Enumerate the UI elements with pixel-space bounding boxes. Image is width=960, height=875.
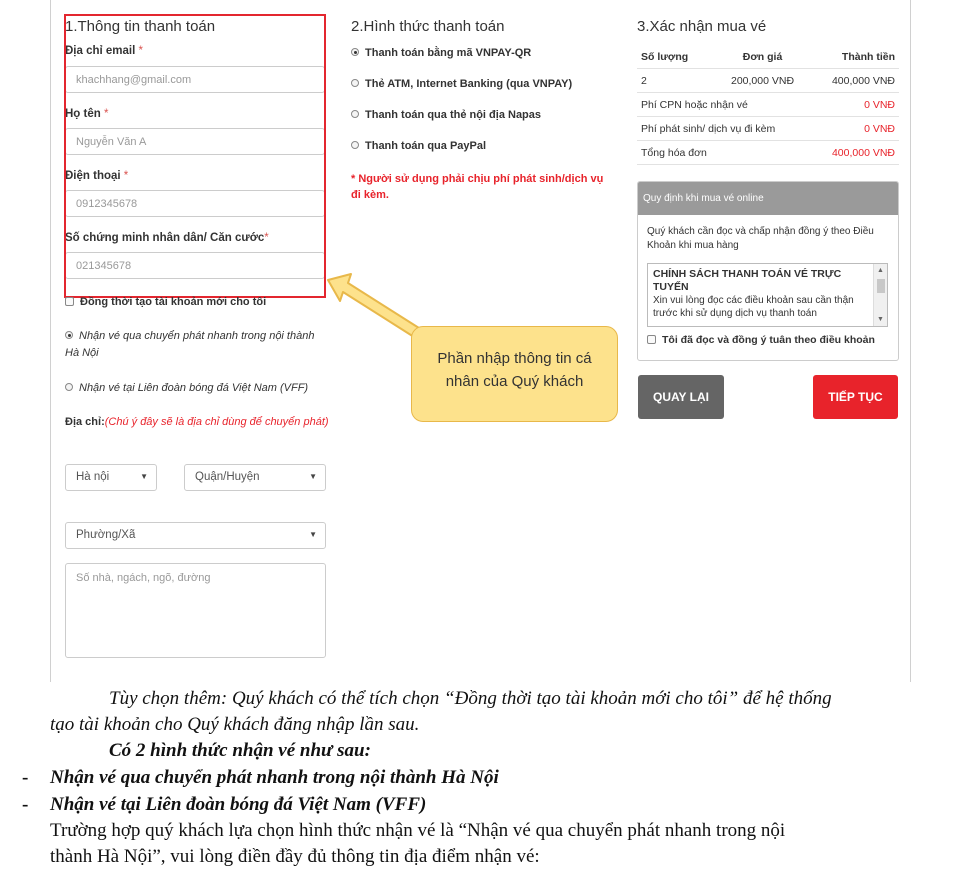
billing-title: 1.Thông tin thanh toán [65, 18, 216, 35]
table-row [637, 141, 899, 165]
policy-text: Xin vui lòng đọc các điều khoản sau cần thận trước khi sử dụng dịch vụ thanh toán [653, 295, 854, 319]
fee-service-value: 0 VNĐ [812, 117, 899, 141]
doc-paragraph-1-line-1: Tùy chọn thêm: Quý khách có thể tích chọn “Đồng thời tạo tài khoản mới cho tôi” để hệ thống [109, 688, 832, 709]
table-row [637, 69, 899, 93]
payment-option-atm[interactable]: Thẻ ATM, Internet Banking (qua VNPAY) [351, 78, 572, 90]
doc-paragraph-2-line-2: thành Hà Nội”, vui lòng điền đầy đủ thông tin địa điểm nhận vé: [50, 846, 540, 867]
policy-title: CHÍNH SÁCH THANH TOÁN VÉ TRỰC TUYẾN [653, 268, 842, 293]
scroll-down-icon[interactable]: ▼ [877, 316, 884, 323]
phone-label: Điện thoại * [65, 170, 129, 182]
policy-scrollbar[interactable] [873, 264, 887, 326]
table-row [637, 93, 899, 117]
create-account-checkbox[interactable]: Đồng thời tạo tài khoản mới cho tôi [65, 296, 266, 308]
dropdown-caret-icon: ▼ [140, 472, 148, 481]
total-label: Tổng hóa đơn [637, 141, 812, 165]
fee-cpn-value: 0 VNĐ [812, 93, 899, 117]
radio-icon [351, 110, 359, 118]
table-header-row [637, 45, 899, 69]
rules-intro: Quý khách cần đọc và chấp nhận đồng ý theo Điều Khoản khi mua hàng [647, 226, 874, 251]
rules-header: Quy định khi mua vé online [638, 182, 898, 215]
payment-title: 2.Hình thức thanh toán [351, 18, 505, 35]
scroll-thumb[interactable] [877, 279, 885, 293]
continue-button[interactable]: TIẾP TỤC [813, 375, 898, 419]
name-field[interactable]: Nguyễn Văn A [65, 128, 325, 155]
total-value: 400,000 VNĐ [812, 141, 899, 165]
form-screenshot [50, 0, 911, 682]
payment-option-paypal[interactable]: Thanh toán qua PayPal [351, 140, 486, 152]
doc-paragraph-2-line-1: Trường hợp quý khách lựa chọn hình thức nhận vé là “Nhận vé qua chuyển phát nhanh trong nội [50, 820, 786, 841]
header-quantity: Số lượng [637, 45, 713, 69]
doc-bullet-1: Nhận vé qua chuyển phát nhanh trong nội thành Hà Nội [50, 767, 499, 788]
header-amount: Thành tiền [812, 45, 899, 69]
doc-heading: Có 2 hình thức nhận vé như sau: [109, 740, 371, 761]
payment-note: * Người sử dụng phải chịu phí phát sinh/dịch vụ đi kèm. [351, 173, 604, 201]
email-label: Địa chỉ email * [65, 45, 143, 57]
id-label: Số chứng minh nhân dân/ Căn cước* [65, 232, 269, 244]
doc-paragraph-1-line-2: tạo tài khoản cho Quý khách đăng nhập lần sau. [50, 714, 420, 735]
scroll-up-icon[interactable]: ▲ [877, 267, 884, 274]
delivery-option-vff[interactable]: Nhận vé tại Liên đoàn bóng đá Việt Nam (VFF) [65, 380, 335, 397]
radio-icon [65, 383, 73, 391]
payment-option-vnpay-qr[interactable]: Thanh toán bằng mã VNPAY-QR [351, 47, 531, 59]
email-field[interactable]: khachhang@gmail.com [65, 66, 325, 93]
radio-icon [351, 141, 359, 149]
highlight-box [64, 14, 326, 298]
table-row [637, 117, 899, 141]
header-unit-price: Đơn giá [713, 45, 811, 69]
quantity-value: 2 [637, 69, 713, 93]
fee-cpn-label: Phí CPN hoặc nhận vé [637, 93, 812, 117]
dropdown-caret-icon: ▼ [309, 472, 317, 481]
payment-option-napas[interactable]: Thanh toán qua thẻ nội địa Napas [351, 109, 541, 121]
ward-select[interactable]: Phường/Xã ▼ [65, 522, 326, 549]
doc-bullet-2: Nhận vé tại Liên đoàn bóng đá Việt Nam (VFF) [50, 794, 427, 815]
name-label: Họ tên * [65, 108, 109, 120]
radio-selected-icon [65, 331, 73, 339]
rules-panel [637, 181, 899, 361]
bullet-dash: - [22, 794, 29, 815]
delivery-option-express[interactable]: Nhận vé qua chuyển phát nhanh trong nội thành Hà Nội [65, 330, 315, 359]
radio-icon [351, 79, 359, 87]
confirm-title: 3.Xác nhận mua vé [637, 18, 767, 35]
radio-selected-icon [351, 48, 359, 56]
fee-service-label: Phí phát sinh/ dịch vụ đi kèm [637, 117, 812, 141]
amount-value: 400,000 VNĐ [812, 69, 899, 93]
street-textarea[interactable]: Số nhà, ngách, ngõ, đường [65, 563, 326, 658]
city-select[interactable]: Hà nội ▼ [65, 464, 157, 491]
phone-field[interactable]: 0912345678 [65, 190, 325, 217]
bullet-dash: - [22, 767, 29, 788]
checkbox-icon [647, 335, 656, 344]
back-button[interactable]: QUAY LẠI [638, 375, 724, 419]
callout-note: Phần nhập thông tin cá nhân của Quý khách [411, 326, 618, 422]
policy-scrollbox[interactable] [647, 263, 888, 327]
checkbox-icon [65, 297, 74, 306]
address-label: Địa chỉ:(Chú ý đây sẽ là địa chỉ dùng để chuyển phát) [65, 416, 329, 428]
order-summary-table [637, 45, 899, 165]
id-field[interactable]: 021345678 [65, 252, 325, 279]
unit-price-value: 200,000 VNĐ [713, 69, 811, 93]
district-select[interactable]: Quận/Huyện ▼ [184, 464, 326, 491]
agree-checkbox[interactable]: Tôi đã đọc và đồng ý tuân theo điều khoản [647, 334, 875, 346]
dropdown-caret-icon: ▼ [309, 530, 317, 539]
